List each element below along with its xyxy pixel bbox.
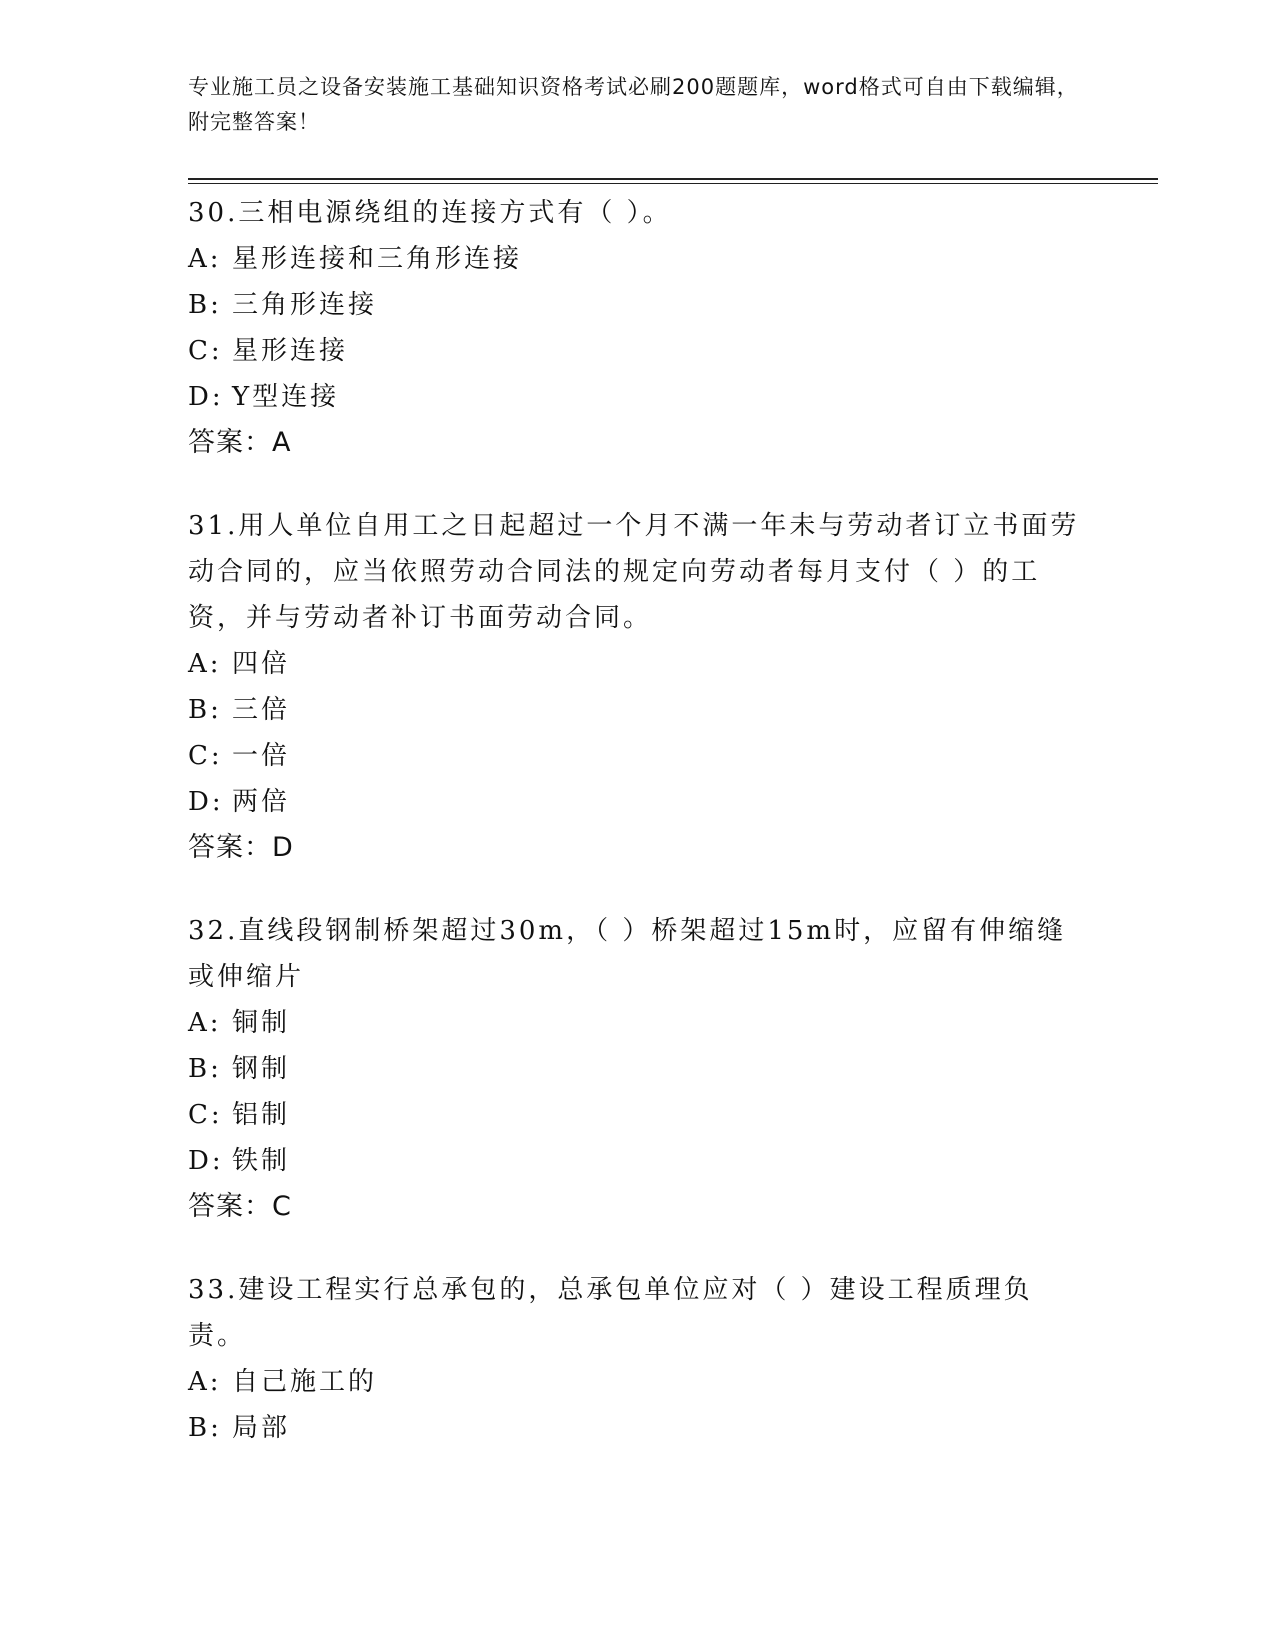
answer-label: 答案： <box>188 1191 272 1222</box>
question-text: 32.直线段钢制桥架超过30m，（ ）桥架超过15m时，应留有伸缩缝或伸缩片 <box>188 916 1067 992</box>
option-letter: A: <box>188 649 222 679</box>
option-b <box>188 687 1088 733</box>
header-divider-thin <box>188 183 1158 184</box>
option-text: 自己施工的 <box>232 1367 378 1397</box>
question-33 <box>188 1267 1088 1451</box>
option-letter: B: <box>188 290 222 320</box>
option-b <box>188 282 1088 328</box>
option-letter: C: <box>188 336 223 366</box>
option-letter: A: <box>188 1008 222 1038</box>
option-text: 一倍 <box>232 741 291 771</box>
option-letter: B: <box>188 1054 222 1084</box>
option-text: 两倍 <box>232 787 291 817</box>
option-letter: C: <box>188 1100 223 1130</box>
question-text: 30.三相电源绕组的连接方式有（ ）。 <box>188 198 672 228</box>
option-d <box>188 374 1088 420</box>
question-30 <box>188 190 1088 466</box>
option-a <box>188 1000 1088 1046</box>
answer-value: A <box>272 427 292 458</box>
option-letter: C: <box>188 741 223 771</box>
question-list <box>188 190 1088 1488</box>
option-text: 三角形连接 <box>232 290 378 320</box>
option-text: 三倍 <box>232 695 291 725</box>
option-letter: D: <box>188 1146 224 1176</box>
question-text: 31.用人单位自用工之日起超过一个月不满一年未与劳动者订立书面劳动合同的，应当依照劳动合同法的规定向劳动者每月支付（ ）的工资，并与劳动者补订书面劳动合同。 <box>188 511 1080 633</box>
option-text: Y型连接 <box>232 382 340 412</box>
question-text: 33.建设工程实行总承包的，总承包单位应对（ ）建设工程质理负责。 <box>188 1275 1033 1351</box>
header-divider-thick <box>188 178 1158 180</box>
document-header: 专业施工员之设备安装施工基础知识资格考试必刷200题题库，word格式可自由下载编辑，附完整答案！ <box>188 75 1079 134</box>
option-letter: A: <box>188 1367 222 1397</box>
answer-value: D <box>272 832 294 863</box>
option-text: 铜制 <box>232 1008 291 1038</box>
option-a <box>188 1359 1088 1405</box>
option-text: 局部 <box>232 1413 291 1443</box>
option-text: 铝制 <box>232 1100 291 1130</box>
option-letter: B: <box>188 1413 222 1443</box>
option-b <box>188 1405 1088 1451</box>
option-text: 星形连接和三角形连接 <box>232 244 523 274</box>
answer-label: 答案： <box>188 832 272 863</box>
option-text: 四倍 <box>232 649 291 679</box>
option-a <box>188 236 1088 282</box>
answer-value: C <box>272 1191 292 1222</box>
option-letter: D: <box>188 787 224 817</box>
answer-line <box>188 420 1088 466</box>
option-text: 铁制 <box>232 1146 291 1176</box>
option-b <box>188 1046 1088 1092</box>
option-d <box>188 779 1088 825</box>
option-d <box>188 1138 1088 1184</box>
option-letter: A: <box>188 244 222 274</box>
option-c <box>188 1092 1088 1138</box>
option-c <box>188 328 1088 374</box>
option-c <box>188 733 1088 779</box>
option-text: 星形连接 <box>232 336 349 366</box>
option-letter: D: <box>188 382 224 412</box>
question-31 <box>188 503 1088 871</box>
option-letter: B: <box>188 695 222 725</box>
question-32 <box>188 908 1088 1230</box>
option-text: 钢制 <box>232 1054 291 1084</box>
answer-label: 答案： <box>188 427 272 458</box>
answer-line <box>188 825 1088 871</box>
option-a <box>188 641 1088 687</box>
answer-line <box>188 1184 1088 1230</box>
